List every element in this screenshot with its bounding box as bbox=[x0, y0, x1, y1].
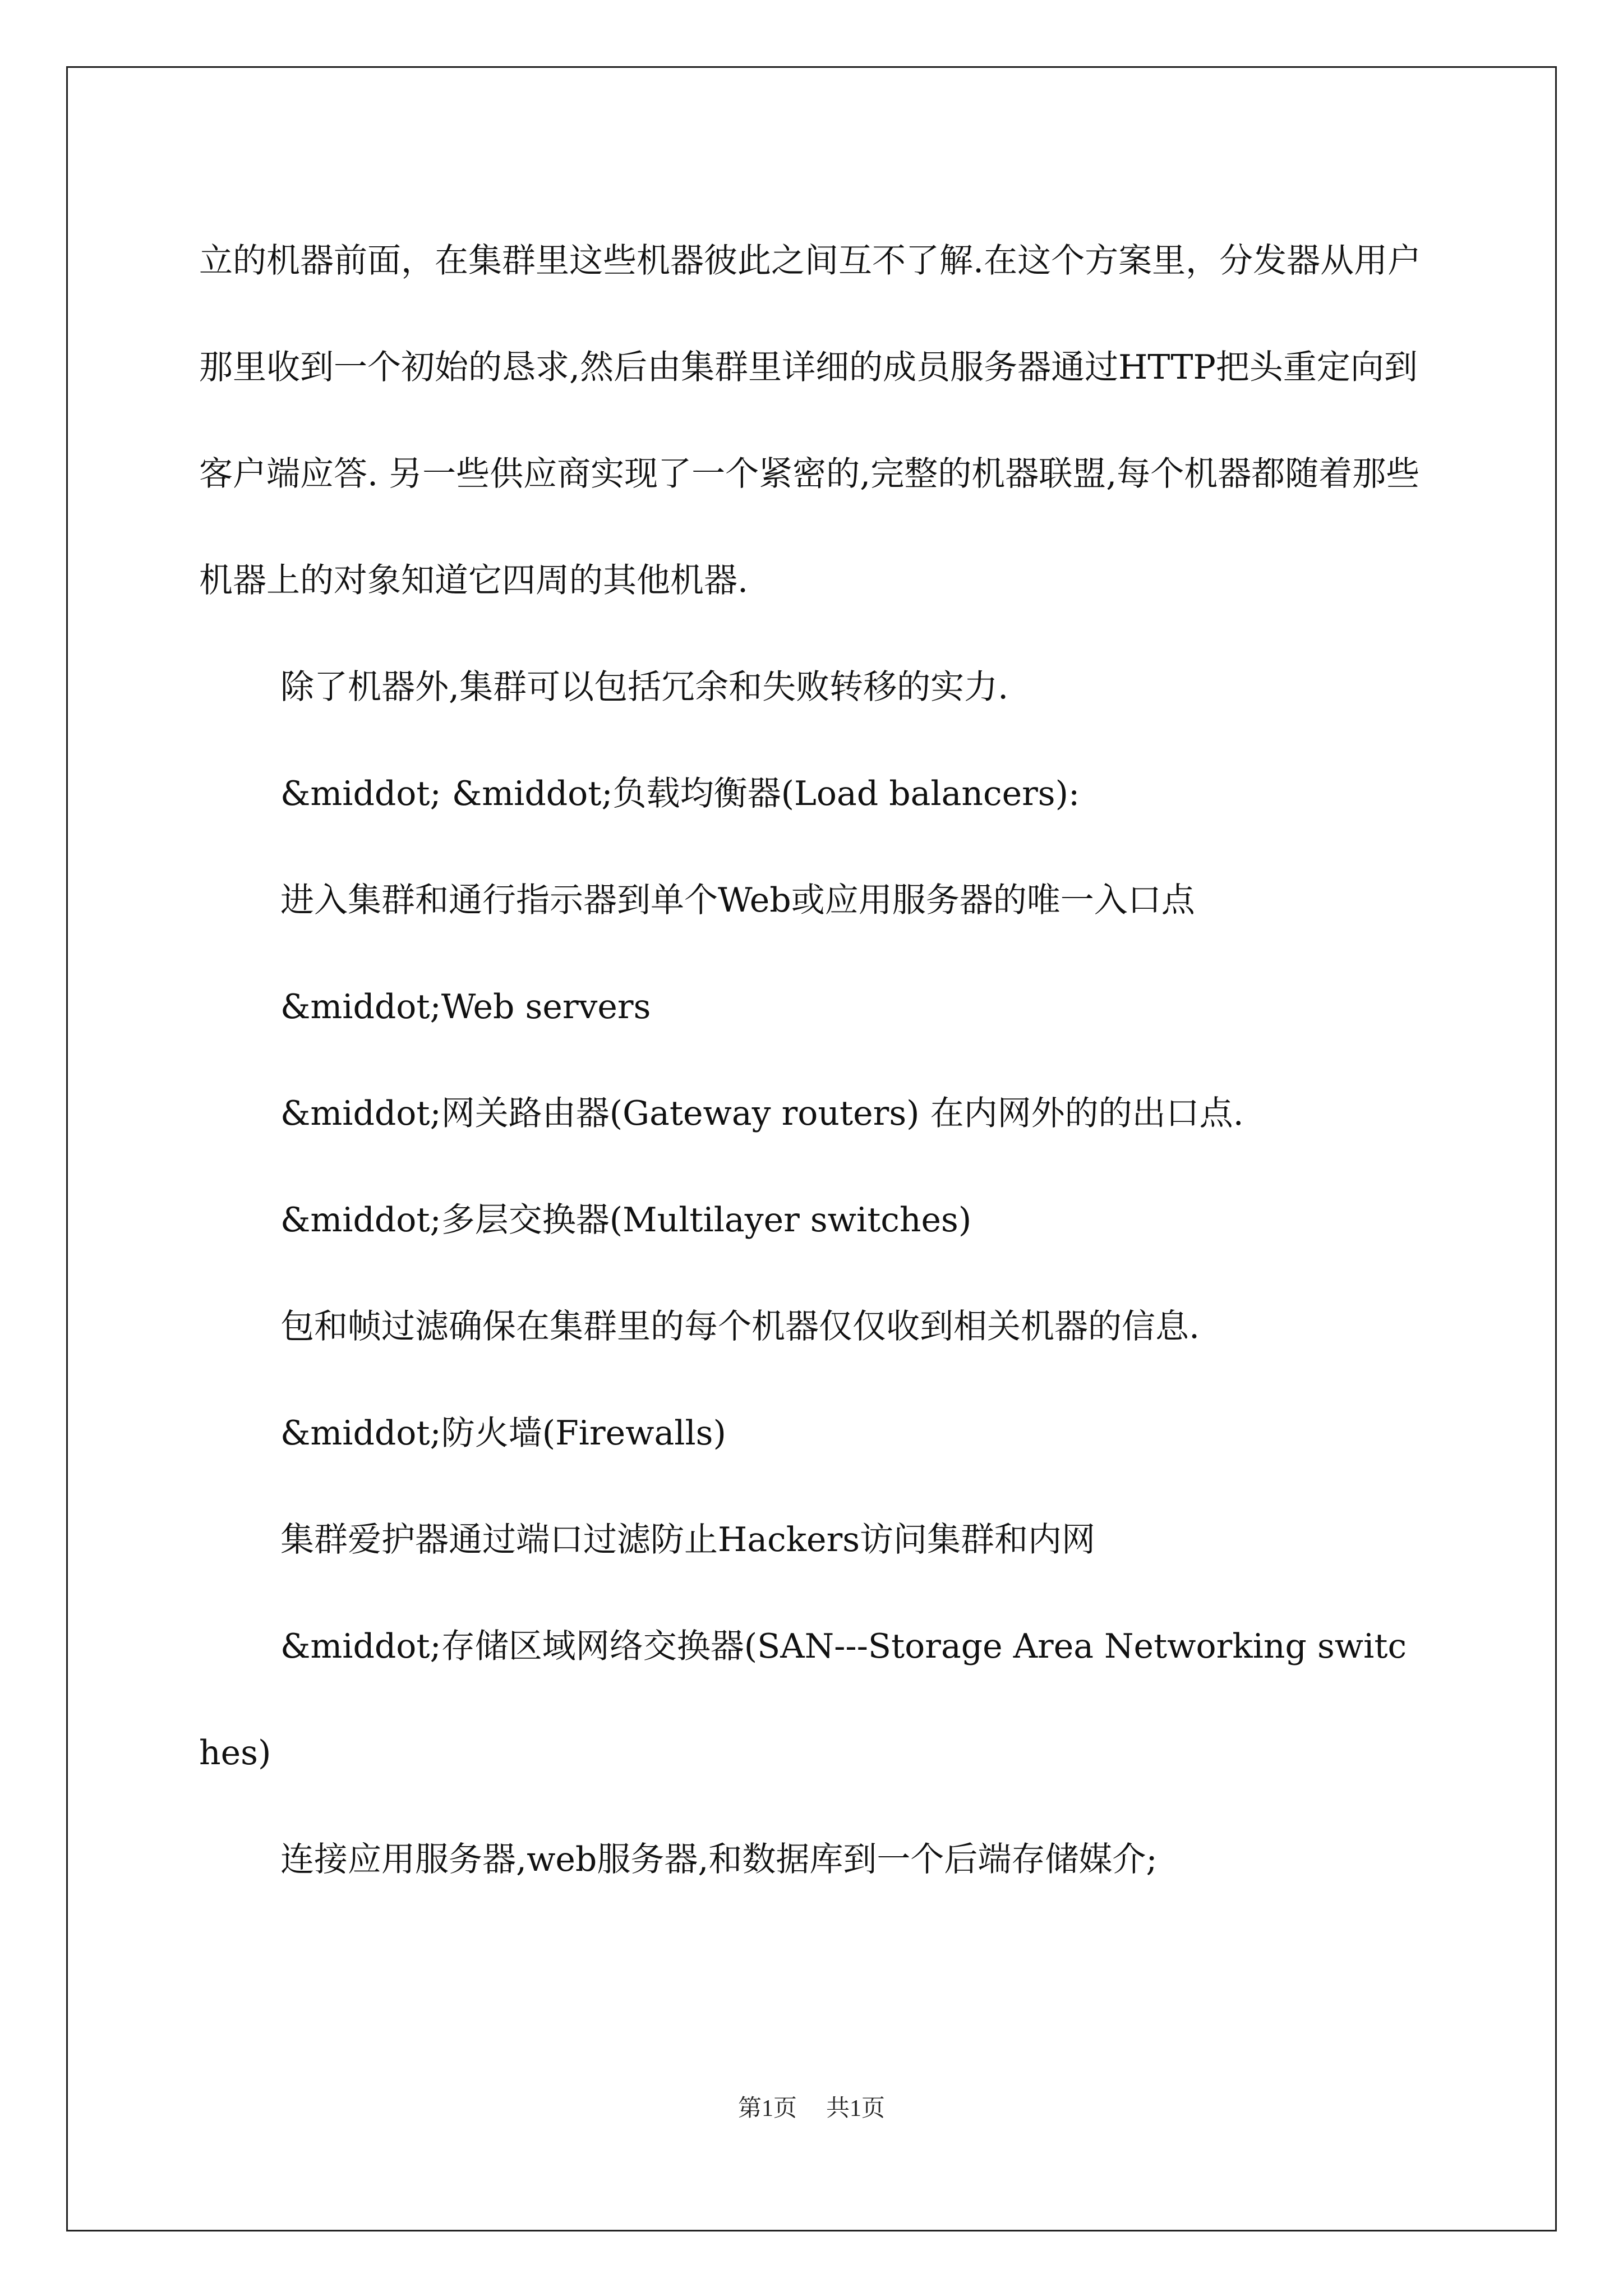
paragraph-8: 包和帧过滤确保在集群里的每个机器仅仅收到相关机器的信息. bbox=[280, 1307, 1200, 1346]
paragraph-2: 除了机器外,集群可以包括冗余和失败转移的实力. bbox=[280, 668, 1009, 707]
paragraph-7: &middot;多层交换器(Multilayer switches) bbox=[280, 1200, 972, 1240]
paragraph-4: 进入集群和通行指示器到单个Web或应用服务器的唯一入口点 bbox=[280, 881, 1195, 920]
paragraph-5: &middot;Web servers bbox=[280, 987, 651, 1027]
paragraph-12: 连接应用服务器,web服务器,和数据库到一个后端存储媒介; bbox=[280, 1840, 1158, 1879]
page-number: 第1页 bbox=[737, 2096, 797, 2122]
page-total: 共1页 bbox=[826, 2096, 886, 2122]
page-footer bbox=[0, 2090, 1623, 2123]
paragraph-10: 集群爱护器通过端口过滤防止Hackers访问集群和内网 bbox=[280, 1520, 1096, 1559]
paragraph-3: &middot; &middot;负载均衡器(Load balancers): bbox=[280, 774, 1080, 813]
paragraph-9: &middot;防火墙(Firewalls) bbox=[280, 1414, 726, 1453]
paragraph-6: &middot;网关路由器(Gateway routers) 在内网外的的出口点. bbox=[280, 1094, 1244, 1133]
paragraph-11: &middot;存储区域网络交换器(SAN---Storage Area Networking switches) bbox=[199, 1627, 1407, 1773]
document-body bbox=[199, 208, 1427, 1913]
paragraph-1: 立的机器前面，在集群里这些机器彼此之间互不了解.在这个方案里，分发器从用户那里收到一个初始的恳求,然后由集群里详细的成员服务器通过HTTP把头重定向到客户端应答. 另一些供应商实现了一个紧密的,完整的机器联盟,每个机器都随着那些机器上的对象知道它四周的其他机器. bbox=[199, 241, 1422, 600]
